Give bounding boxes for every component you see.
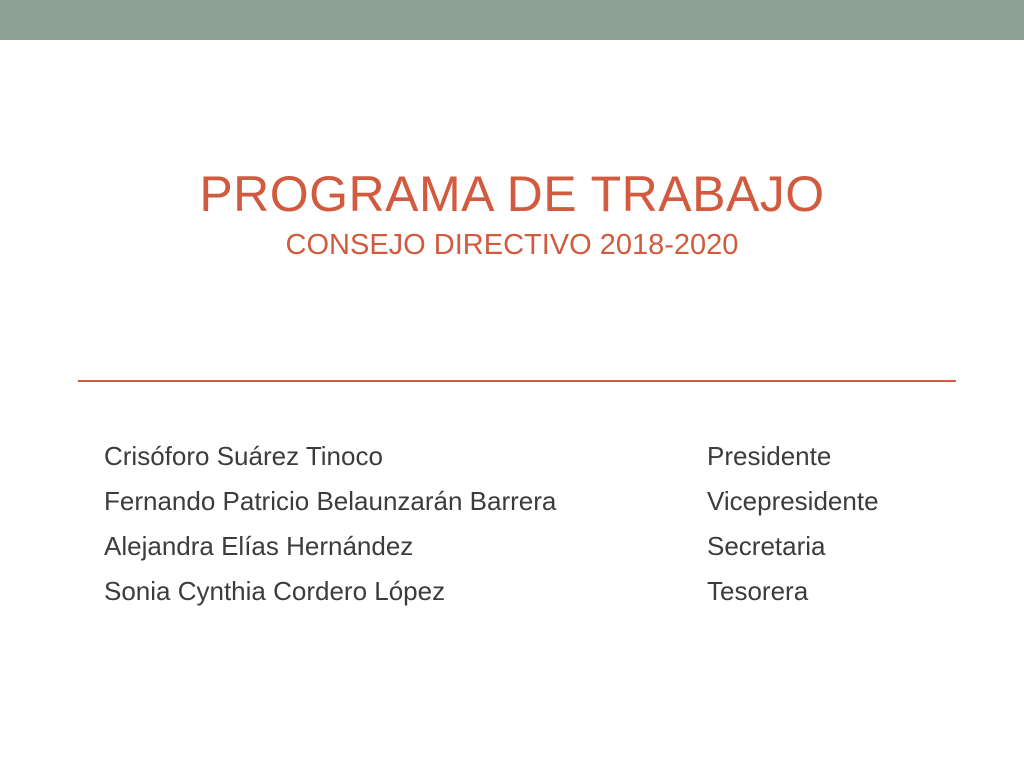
member-role: Tesorera [707,576,809,606]
slide-title-block [0,165,1024,265]
member-role: Presidente [707,441,832,471]
top-accent-bar [0,0,1024,40]
member-role: Vicepresidente [707,486,879,516]
member-row [104,569,964,614]
member-name: Fernando Patricio Belaunzarán Barrera [104,486,557,516]
member-name: Crisóforo Suárez Tinoco [104,441,383,471]
member-row [104,479,964,524]
member-row [104,434,964,479]
members-list [104,434,964,614]
slide-subtitle: CONSEJO DIRECTIVO 2018-2020 [285,229,739,261]
member-name: Sonia Cynthia Cordero López [104,576,446,606]
title-divider [78,380,956,382]
member-name: Alejandra Elías Hernández [104,531,414,561]
member-row [104,524,964,569]
member-role: Secretaria [707,531,826,561]
slide-title: PROGRAMA DE TRABAJO [199,166,825,222]
